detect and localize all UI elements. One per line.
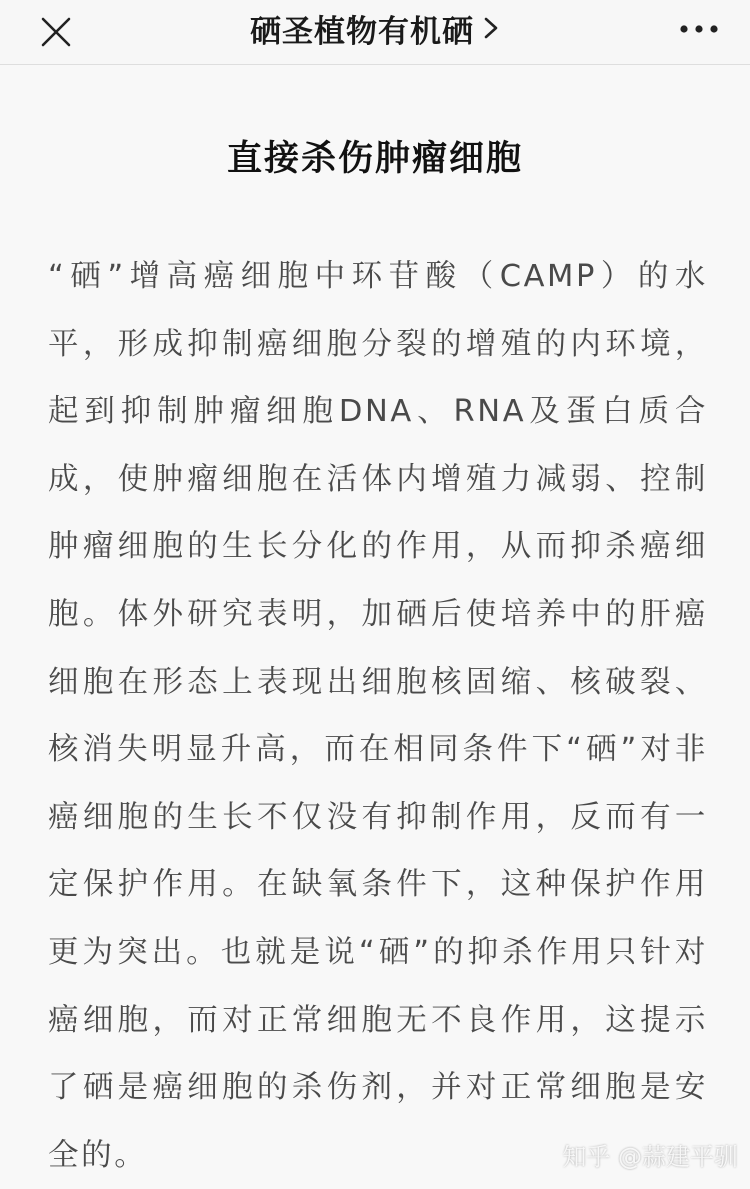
article-body: “硒”增高癌细胞中环苷酸（CAMP）的水平，形成抑制癌细胞分裂的增殖的内环境，起到抑制肿瘤细胞DNA、RNA及蛋白质合成，使肿瘤细胞在活体内增殖力减弱、控制肿瘤细胞的生长分化的作用，从而抑杀癌细胞。体外研究表明，加硒后使培养中的肝癌细胞在形态上表现出细胞核固缩、核破裂、核消失明显升高，而在相同条件下“硒”对非癌细胞的生长不仅没有抑制作用，反而有一定保护作用。在缺氧条件下，这种保护作用更为突出。也就是说“硒”的抑杀作用只针对癌细胞，而对正常细胞无不良作用，这提示了硒是癌细胞的杀伤剂，并对正常细胞是安全的。 [48,259,708,1173]
article-content [0,65,750,1182]
navigation-bar [0,0,750,65]
more-options-button[interactable] [670,6,728,52]
chevron-right-icon [482,16,500,40]
article-title: 直接杀伤肿瘤细胞 [226,139,523,179]
account-name: 硒圣植物有机硒 [250,13,474,50]
more-horizontal-icon [679,24,719,34]
account-title-link[interactable] [0,0,750,56]
watermark: 知乎 @蒜建平驯 [562,1143,738,1171]
